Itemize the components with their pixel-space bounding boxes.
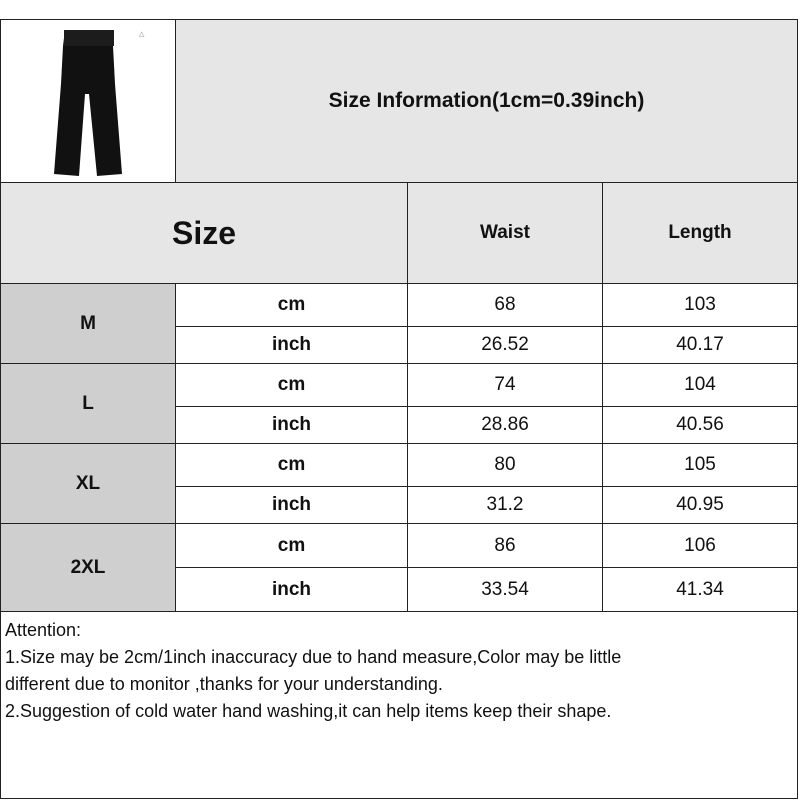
- table-cell: 68: [494, 294, 516, 315]
- table-row-xl-cm-unit: cm: [277, 454, 306, 475]
- size-header: Size: [171, 214, 237, 251]
- table-row-l-inch-unit: inch: [271, 414, 312, 435]
- waist-header: Waist: [480, 222, 530, 243]
- product-thumbnail: [27, 24, 149, 180]
- size-chart-title: Size Information(1cm=0.39inch): [328, 89, 645, 112]
- table-cell: 28.86: [481, 414, 529, 435]
- table-cell: 105: [684, 454, 716, 475]
- table-row-m-inch-unit: inch: [271, 334, 312, 355]
- divider: [0, 611, 798, 612]
- length-header: Length: [668, 222, 732, 243]
- table-cell: 74: [494, 374, 516, 395]
- divider: [407, 182, 408, 612]
- note-line: 1.Size may be 2cm/1inch inaccuracy due to hand measure,Color may be little: [5, 647, 622, 667]
- table-cell: 26.52: [481, 334, 529, 355]
- table-cell: 104: [684, 374, 716, 395]
- table-row-l-cm-unit: cm: [277, 374, 306, 395]
- attention-notes: [5, 617, 785, 725]
- table-cell: 103: [684, 294, 716, 315]
- table-cell: 40.17: [676, 334, 724, 355]
- table-cell: 33.54: [481, 578, 529, 600]
- divider: [602, 182, 603, 612]
- divider: [0, 443, 798, 444]
- note-line: 2.Suggestion of cold water hand washing,it can help items keep their shape.: [5, 701, 612, 721]
- table-cell: 41.34: [676, 578, 724, 600]
- size-header-cell: [1, 183, 407, 283]
- table-row-2xl-cm-unit: cm: [277, 534, 306, 556]
- table-cell: 31.2: [486, 494, 524, 515]
- svg-text:△: △: [139, 30, 145, 38]
- table-cell: 40.56: [676, 414, 724, 435]
- attention-label: Attention:: [5, 620, 82, 640]
- note-line: different due to monitor ,thanks for your understanding.: [5, 674, 443, 694]
- table-cell: 80: [494, 454, 516, 475]
- title-cell: [176, 20, 797, 182]
- table-cell: 106: [684, 534, 716, 556]
- divider: [175, 19, 176, 183]
- length-header-cell: [603, 183, 797, 283]
- divider: [176, 326, 798, 327]
- table-row-m-cm-unit: cm: [277, 294, 306, 315]
- size-label-m: M: [1, 284, 175, 363]
- divider: [0, 523, 798, 524]
- divider: [0, 283, 798, 284]
- size-label-2xl: 2XL: [1, 524, 175, 611]
- table-cell: 40.95: [676, 494, 724, 515]
- divider: [176, 486, 798, 487]
- table-row-xl-inch-unit: inch: [271, 494, 312, 515]
- table-row-2xl-inch-unit: inch: [271, 578, 312, 600]
- waist-header-cell: [408, 183, 602, 283]
- size-label-l: L: [1, 364, 175, 443]
- wide-leg-pants-icon: [27, 24, 149, 180]
- divider: [175, 283, 176, 612]
- divider: [0, 182, 798, 183]
- divider: [0, 363, 798, 364]
- table-cell: 86: [494, 534, 516, 556]
- divider: [176, 567, 798, 568]
- size-label-xl: XL: [1, 444, 175, 523]
- divider: [176, 406, 798, 407]
